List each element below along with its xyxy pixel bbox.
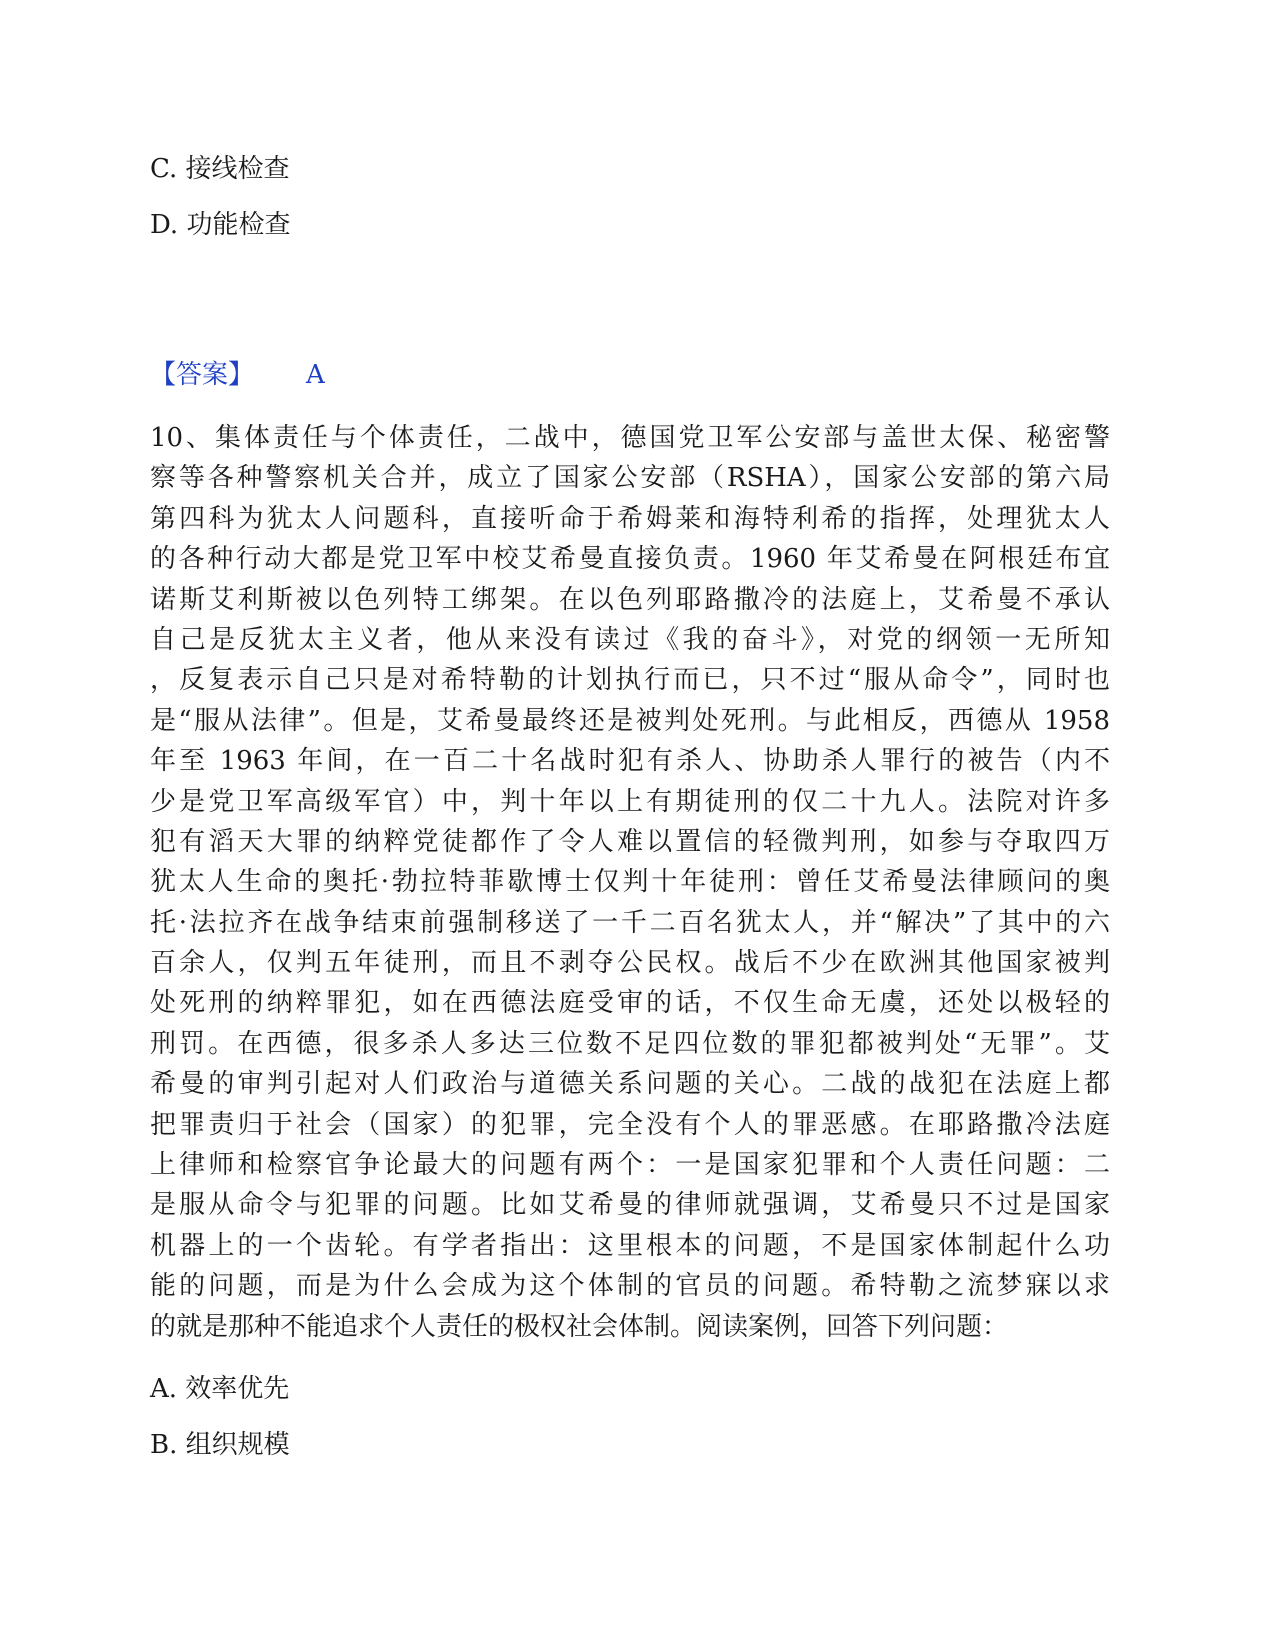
question-line: 10、集体责任与个体责任，二战中，德国党卫军公安部与盖世太保、秘密警 bbox=[150, 423, 1110, 453]
option-a: A. 效率优先 bbox=[150, 1374, 290, 1404]
question-line: 犹太人生命的奥托·勃拉特菲歇博士仅判十年徒刑：曾任艾希曼法律顾问的奥 bbox=[150, 867, 1110, 898]
question-line: 察等各种警察机关合并，成立了国家公安部（RSHA），国家公安部的第六局 bbox=[150, 463, 1110, 494]
question-line: 机器上的一个齿轮。有学者指出：这里根本的问题，不是国家体制起什么功 bbox=[150, 1230, 1110, 1261]
question-line: ，反复表示自己只是对希特勒的计划执行而已，只不过“服从命令”，同时也 bbox=[150, 665, 1110, 696]
answer-line bbox=[150, 358, 325, 392]
question-line: 把罪责归于社会（国家）的犯罪，完全没有个人的罪恶感。在耶路撒冷法庭 bbox=[150, 1109, 1110, 1140]
answer-label: 【答案】 bbox=[150, 360, 255, 390]
question-line: 自己是反犹太主义者，他从来没有读过《我的奋斗》，对党的纲领一无所知 bbox=[150, 624, 1110, 655]
question-line: 诺斯艾利斯被以色列特工绑架。在以色列耶路撒冷的法庭上，艾希曼不承认 bbox=[150, 584, 1110, 615]
option-d: D. 功能检查 bbox=[150, 210, 291, 240]
question-line: 托·法拉齐在战争结束前强制移送了一千二百名犹太人，并“解决”了其中的六 bbox=[150, 907, 1110, 938]
question-line: 刑罚。在西德，很多杀人多达三位数不足四位数的罪犯都被判处“无罪”。艾 bbox=[150, 1028, 1110, 1059]
question-line: 能的问题，而是为什么会成为这个体制的官员的问题。希特勒之流梦寐以求 bbox=[150, 1271, 1110, 1302]
question-line: 处死刑的纳粹罪犯，如在西德法庭受审的话，不仅生命无虞，还处以极轻的 bbox=[150, 988, 1110, 1019]
question-line: 少是党卫军高级军官）中，判十年以上有期徒刑的仅二十九人。法院对许多 bbox=[150, 786, 1110, 817]
question-line: 的各种行动大都是党卫军中校艾希曼直接负责。1960 年艾希曼在阿根廷布宜 bbox=[150, 544, 1110, 575]
question-line: 希曼的审判引起对人们政治与道德关系问题的关心。二战的战犯在法庭上都 bbox=[150, 1069, 1110, 1100]
question-line: 第四科为犹太人问题科，直接听命于希姆莱和海特利希的指挥，处理犹太人 bbox=[150, 503, 1110, 534]
question-10-text bbox=[150, 418, 1110, 1347]
question-line: 是服从命令与犯罪的问题。比如艾希曼的律师就强调，艾希曼只不过是国家 bbox=[150, 1190, 1110, 1221]
question-line: 的就是那种不能追求个人责任的极权社会体制。阅读案例，回答下列问题： bbox=[150, 1311, 1009, 1342]
question-line: 百余人，仅判五年徒刑，而且不剥夺公民权。战后不少在欧洲其他国家被判 bbox=[150, 948, 1110, 979]
option-b: B. 组织规模 bbox=[150, 1430, 290, 1460]
option-c: C. 接线检查 bbox=[150, 154, 290, 184]
question-line: 犯有滔天大罪的纳粹党徒都作了令人难以置信的轻微判刑，如参与夺取四万 bbox=[150, 826, 1110, 857]
question-line: 年至 1963 年间，在一百二十名战时犯有杀人、协助杀人罪行的被告（内不 bbox=[150, 746, 1110, 777]
answer-value: A bbox=[306, 360, 325, 390]
question-line: 是“服从法律”。但是，艾希曼最终还是被判处死刑。与此相反，西德从 1958 bbox=[150, 705, 1110, 736]
question-line: 上律师和检察官争论最大的问题有两个：一是国家犯罪和个人责任问题：二 bbox=[150, 1150, 1110, 1181]
